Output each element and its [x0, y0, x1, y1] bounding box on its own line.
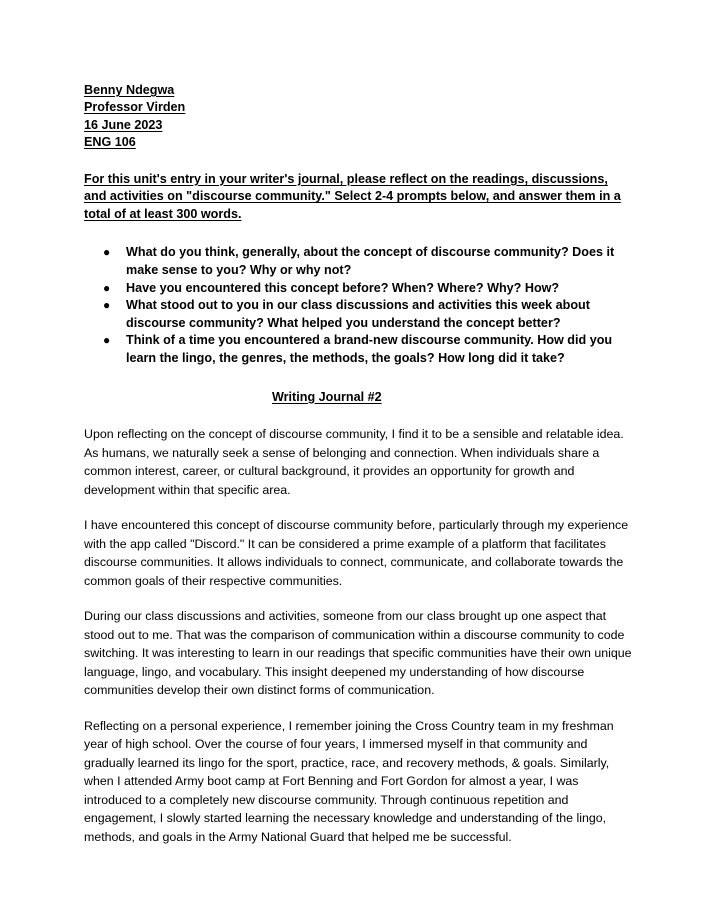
- document-date: 16 June 2023: [84, 117, 163, 132]
- prompt-text: Have you encountered this concept before? When? Where? Why? How?: [126, 280, 560, 295]
- prompt-text: Think of a time you encountered a brand-new discourse community. How did you learn the lingo, the genres, the methods, the goals? How long did it take?: [126, 333, 613, 365]
- professor-name: Professor Virden: [84, 100, 186, 115]
- prompt-item: [84, 244, 632, 279]
- document-body: [84, 82, 632, 846]
- prompt-item: [84, 280, 632, 298]
- prompt-item: [84, 332, 632, 367]
- journal-title: [84, 389, 632, 407]
- bullet-icon: ●: [103, 245, 111, 260]
- student-name: Benny Ndegwa: [84, 83, 175, 97]
- course-code: ENG 106: [84, 135, 136, 150]
- bullet-icon: ●: [103, 298, 111, 313]
- prompt-text: What stood out to you in our class discussions and activities this week about discourse community? What helped you understand the concept better?: [126, 298, 590, 330]
- assignment-instructions: For this unit's entry in your writer's journal, please reflect on the readings, discussions, and activities on "discourse community." Select 2-4 prompts below, and answer them in a total of at least 300 words.: [84, 171, 621, 221]
- prompt-text: What do you think, generally, about the concept of discourse community? Does it make sense to you? Why or why not?: [126, 245, 615, 277]
- body-paragraph: I have encountered this concept of discourse community before, particularly through my experience with the app called "Discord." It can be considered a prime example of a platform that facilitates discourse communities. It allows individuals to connect, communicate, and collaborate towards the common goals of their respective communities.: [84, 518, 629, 588]
- body-paragraph: Upon reflecting on the concept of discourse community, I find it to be a sensible and relatable idea. As humans, we naturally seek a sense of belonging and connection. When individuals share a common interest, career, or cultural background, it provides an opportunity for growth and development within that specific area.: [84, 427, 624, 497]
- journal-title-text: Writing Journal #2: [272, 389, 382, 404]
- body-paragraph: During our class discussions and activities, someone from our class brought up one aspect that stood out to me. That was the comparison of communication within a discourse community to code switching. It was interesting to learn in our readings that specific communities have their own unique language, lingo, and vocabulary. This insight deepened my understanding of how discourse communities develop their own distinct forms of communication.: [84, 609, 632, 698]
- bullet-icon: ●: [103, 280, 111, 295]
- bullet-icon: ●: [103, 333, 111, 348]
- prompt-item: [84, 297, 632, 332]
- body-paragraph: Reflecting on a personal experience, I remember joining the Cross Country team in my freshman year of high school. Over the course of four years, I immersed myself in that community and gradually learned its lingo for the sport, practice, race, and recovery methods, & goals. Similarly, when I attended Army boot camp at Fort Benning and Fort Gordon for almost a year, I was introduced to a completely new discourse community. Through continuous repetition and engagement, I slowly started learning the necessary knowledge and understanding of the lingo, methods, and goals in the Army National Guard that helped me be successful.: [84, 718, 614, 844]
- heading-block: [84, 82, 632, 152]
- prompt-list: [84, 244, 632, 367]
